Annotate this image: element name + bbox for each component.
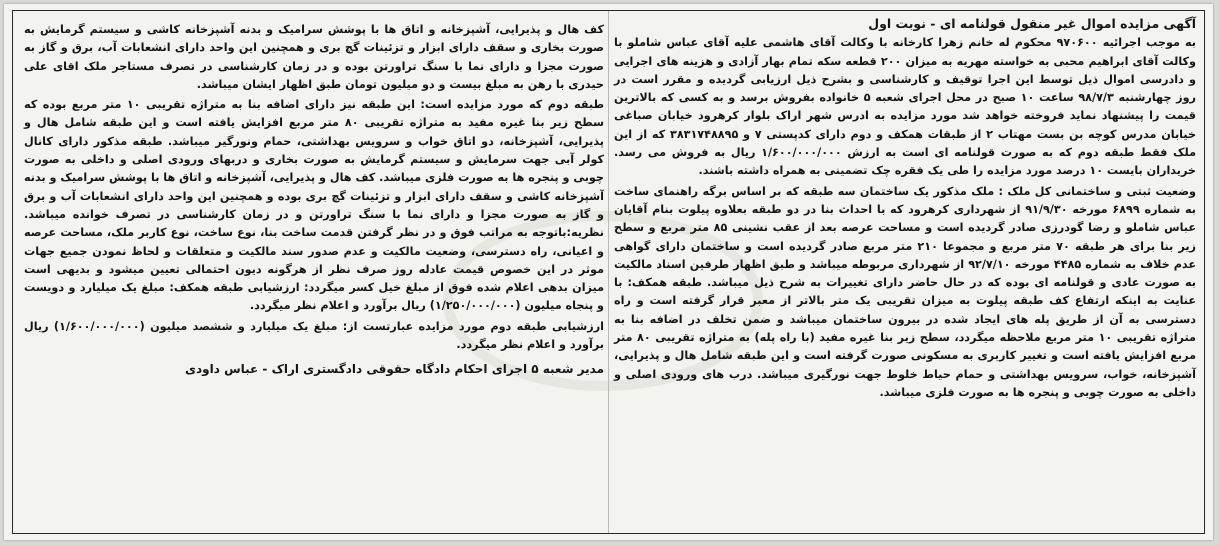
paragraph-second-floor: طبقه دوم که مورد مزایده است: این طبقه نیز دارای اضافه بنا به متراژه تقریبی ۱۰ متر مربع بوده که سطح زیر بنا غیره مفید به متراژه تقریبی ۸۰ متر مربع افزایش یافته است و این طبقه شامل هال و پذیرایی، آشپزخانه، دو اتاق خواب و سرویس بهداشتی، حمام ونورگیر میباشد. طبقه مذکور دارای کانال کولر آبی جهت سرمایش و سیستم گرمایش به صورت بخاری و دربهای ورودی اصلی و داخلی به صورت چوبی و پنجره ها به صورت فلزی میباشد. کف هال و پذیرایی، آشپزخانه و اتاق ها با پوشش سرامیک و بدنه آشپزخانه کاشی و سقف دارای ابزار و تزئینات گچ بری بوده و همچنین این واحد دارای انشعابات آب و برق و گاز به صورت مجزا و دارای نما با سنگ تراورتن و در زمان کارشناسی در تصرف خوانده میباشد. نظریه:باتوجه به مراتب فوق و در نظر گرفتن قدمت ساخت بنا، نوع ساخت، نوع کاربر ملک، مساحت عرصه و اعیانی، راه دسترسی، وضعیت مالکیت و عدم صدور سند مالکیت و متعلقات و لحاظ نمودن جمیع جهات موثر در این خصوص قیمت عادله روز صرف نظر از هرگونه دیون احتمالی تعیین میشود و بدیهی است میزان بدهی اعلام شده فوق از مبلغ خیل کسر میگردد: ارزشیابی طبقه همکف: مبلغ یک میلیارد و دویست و پنجاه میلیون (۱/۲۵۰/۰۰۰/۰۰۰) ریال برآورد و اعلام نظر میگردد. (24, 98, 604, 313)
newspaper-clipping (4, 4, 1213, 540)
paragraph-valuation: ارزشیابی طبقه دوم مورد مزایده عبارتست از: مبلغ یک میلیارد و ششصد میلیون (۱/۶۰۰/۰۰۰/۰۰۰) ریال برآورد و اعلام نظر میگردد. (24, 319, 604, 352)
paragraph-ground-floor-continued: کف هال و پذیرایی، آشپزخانه و اتاق ها با پوشش سرامیک و بدنه آشپزخانه کاشی و سیستم گرمایش به صورت بخاری و سقف دارای ابزار و تزئینات گچ بری و همچنین این واحد دارای انشعابات آب، برق و گاز به صورت مجزا و دارای نما با سنگ تراورتن بوده و در زمان کارشناسی در تصرف مستاجر ملک اقای علی حیدری با رهن به مبلغ بیست و دو میلیون تومان طبق اظهار ایشان میباشد. (24, 23, 604, 91)
paragraph-property-status: وضعیت ثبتی و ساختمانی کل ملک : ملک مذکور یک ساختمان سه طبقه که بر اساس برگه راهنمای ساخت به شماره ۶۸۹۹ مورخه ۹۱/۹/۳۰ از شهرداری کرهرود که با احداث بنا در دو طبقه بعلاوه پیلوت بنام آقایان عباس شاملو و رضا گودرزی صادر گردیده است و مساحت عرصه بعد از عقب نشینی ۸۵ متر مربع و سطح زیر بنا برای هر طبقه ۷۰ متر مربع و مجموعا ۲۱۰ متر مربع صادر گردیده است و ساختمان دارای گواهی عدم خلاف به شماره ۴۴۸۵ مورخه ۹۲/۷/۱۰ از شهرداری مربوطه میباشد و طبق اظهار طرفین اسناد مالکیت به صورت عادی و قولنامه ای بوده که در حال حاضر دارای تغییرات به شرح ذیل میباشد. طبقه همکف: با عنایت به اینکه ارتفاع کف طبقه پیلوت به میزان تقریبی یک متر بالاتر از معبر قرار گرفته است و راه دسترسی به آن از طریق پله های ایجاد شده در بیرون ساختمان میباشد و ضمن تخلف در اضافه بنا به متراژه تقریبی ۱۰ متر مربع ملاحظه میگردد، سطح زیر بنا غیره مفید (با راه پله) به متراژه تقریبی ۸۰ متر مربع افزایش یافته است و تغییر کاربری به مسکونی صورت گرفته است و این طبقه شامل هال و پذیرایی، آشپزخانه، خواب، سرویس بهداشتی و حمام حیاط خلوط جهت نورگیری میباشد. درب های ورودی اصلی و داخلی به صورت چوبی و پنجره ها به صورت فلزی میباشد. (614, 184, 1196, 399)
column-divider (608, 11, 609, 533)
signature-line: مدیر شعبه ۵ اجرای احکام دادگاه حقوقی دادگستری اراک - عباس داودی (185, 362, 604, 377)
paragraph-intro: به موجب اجرائیه ۹۷۰۶۰۰ محکوم له خانم زهرا کارخانه با وکالت آقای هاشمی علیه آقای عباس شاملو با وکالت آقای ابراهیم محبی به خواسته مهریه به میزان ۲۰۰ قطعه سکه تمام بهار آزادی و هزینه های اجرایی و دادرسی اموال ذیل توسط این اجرا توقیف و کارشناسی و بشرح ذیل ارزیابی گردیده و مقرر است در روز چهارشنبه ۹۸/۷/۳ ساعت ۱۰ صبح در محل اجرای شعبه ۵ خانواده بفروش برسد و به کسی که بالاترین قیمت را پیشنهاد نماید فروخته خواهد شد مورد مزایده به ادرس شهر اراک بلوار کرهرود خیابان صباغی خیابان مدرس کوچه بن بست مهتاب ۲ از طبقات همکف و دوم دارای کدپستی ۷ و ۳۸۳۱۷۴۸۸۹۵ که از این ملک فقط طبقه دوم که به صورت قولنامه ای است به ارزش ۱/۶۰۰/۰۰۰/۰۰۰ ریال به فروش می رسد. خریداران بایست ۱۰ درصد مورد مزایده را طی یک فقره چک تضمینی به همراه داشته باشند. (614, 36, 1197, 178)
ad-title: آگهی مزایده اموال غیر منقول قولنامه ای - نوبت اول (868, 16, 1196, 31)
left-column (24, 21, 604, 529)
right-column (614, 15, 1196, 529)
ad-frame (12, 10, 1205, 534)
